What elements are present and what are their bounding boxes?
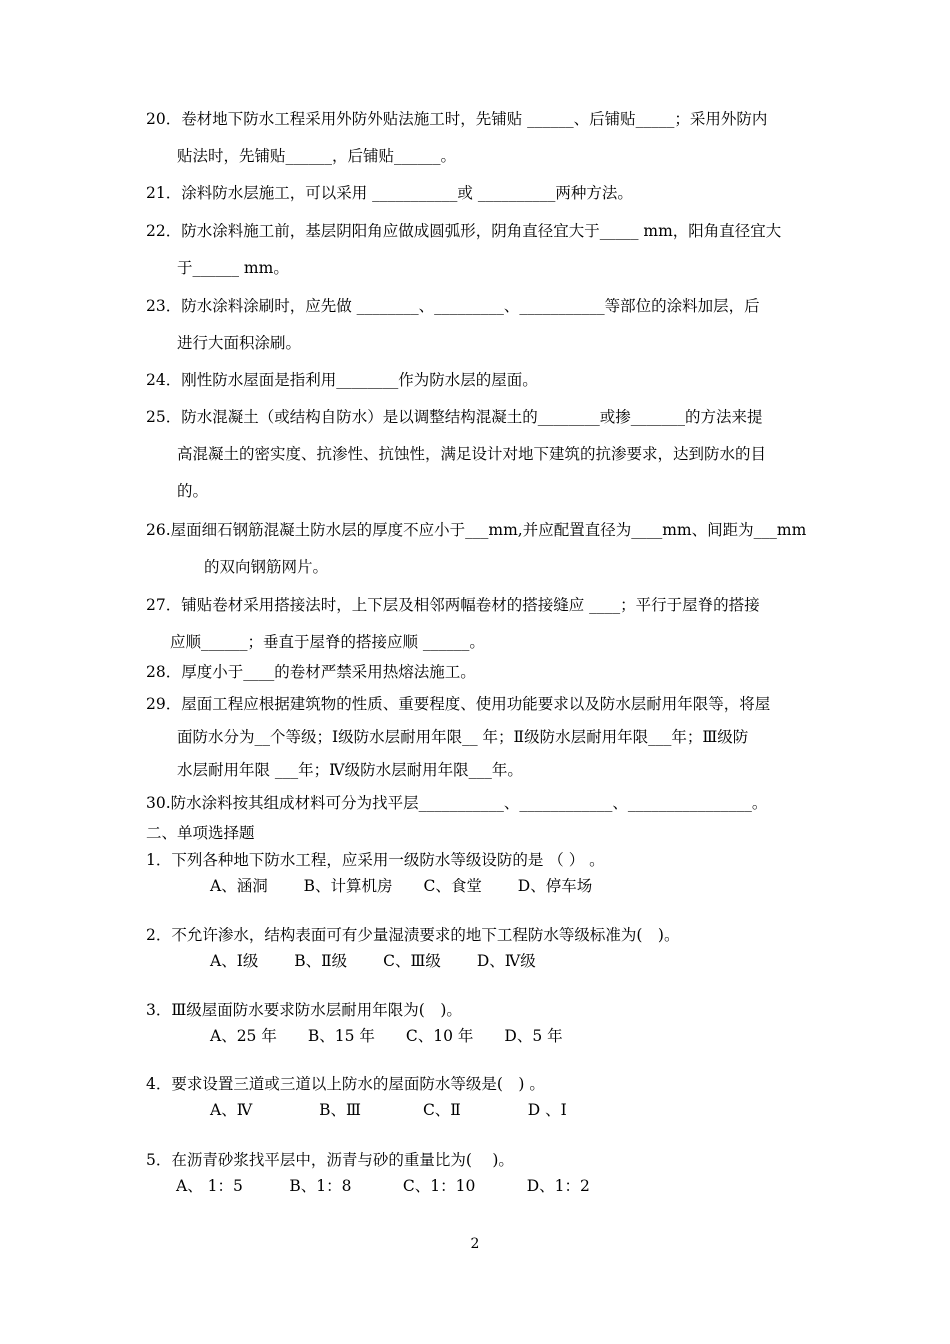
q26-line-2: 的双向钢筋网片。 [204, 558, 329, 576]
mc-question-3-options: A、25 年 B、15 年 C、10 年 D、5 年 [210, 1027, 563, 1045]
q22-line-1: 22．防水涂料施工前，基层阴阳角应做成圆弧形，阴角直径宜大于_____ mm，阳角直径宜大 [146, 222, 782, 240]
q20-line-1: 20．卷材地下防水工程采用外防外贴法施工时，先铺贴 ______、后铺贴_____；采用外防内 [146, 110, 768, 128]
mc-question-5-stem: 5．在沥青砂浆找平层中，沥青与砂的重量比为( )。 [146, 1151, 514, 1169]
q21-line-1: 21．涂料防水层施工，可以采用 ___________或 __________两种方法。 [146, 184, 633, 202]
q27-line-1: 27．铺贴卷材采用搭接法时，上下层及相邻两幅卷材的搭接缝应 ____；平行于屋脊的搭接 [146, 596, 760, 614]
q25-line-2: 高混凝土的密实度、抗渗性、抗蚀性，满足设计对地下建筑的抗渗要求，达到防水的目 [177, 445, 767, 463]
q30-line-1: 30.防水涂料按其组成材料可分为找平层___________、____________、________________。 [146, 794, 768, 812]
q29-line-3: 水层耐用年限 ___年；Ⅳ级防水层耐用年限___年。 [177, 761, 523, 779]
mc-question-3-stem: 3．Ⅲ级屋面防水要求防水层耐用年限为( )。 [146, 1001, 462, 1019]
q26-line-1: 26.屋面细石钢筋混凝土防水层的厚度不应小于___mm,并应配置直径为____mm、间距为___mm [146, 521, 807, 539]
mc-question-4-stem: 4．要求设置三道或三道以上防水的屋面防水等级是( ) 。 [146, 1075, 545, 1093]
section-two-title: 二、单项选择题 [146, 824, 255, 842]
mc-question-2-options: A、Ⅰ级 B、Ⅱ级 C、Ⅲ级 D、Ⅳ级 [210, 952, 536, 970]
mc-question-1-stem: 1．下列各种地下防水工程，应采用一级防水等级设防的是 （ ） 。 [146, 851, 605, 869]
q23-line-2: 进行大面积涂刷。 [177, 334, 302, 352]
mc-question-2-stem: 2．不允许渗水，结构表面可有少量湿渍要求的地下工程防水等级标准为( )。 [146, 926, 680, 944]
page-number: 2 [470, 1236, 480, 1252]
q29-line-2: 面防水分为__个等级；Ⅰ级防水层耐用年限__ 年；Ⅱ级防水层耐用年限___年；Ⅲ级防 [177, 728, 749, 746]
q25-line-1: 25．防水混凝土（或结构自防水）是以调整结构混凝土的________或掺_______的方法来提 [146, 408, 763, 426]
q23-line-1: 23．防水涂料涂刷时，应先做 ________、_________、___________等部位的涂料加层，后 [146, 297, 760, 315]
q29-line-1: 29．屋面工程应根据建筑物的性质、重要程度、使用功能要求以及防水层耐用年限等，将屋 [146, 695, 771, 713]
mc-question-4-options: A、Ⅳ B、Ⅲ C、Ⅱ D 、Ⅰ [210, 1101, 567, 1119]
q20-line-2: 贴法时，先铺贴______，后铺贴______。 [177, 147, 457, 165]
q28-line-1: 28．厚度小于____的卷材严禁采用热熔法施工。 [146, 663, 476, 681]
mc-question-5-options: A、 1：5 B、1：8 C、1：10 D、1：2 [176, 1177, 590, 1195]
q25-line-3: 的。 [177, 482, 209, 500]
q22-line-2: 于______ mm。 [177, 259, 289, 277]
q24-line-1: 24．刚性防水屋面是指利用________作为防水层的屋面。 [146, 371, 538, 389]
q27-line-2: 应顺______；垂直于屋脊的搭接应顺 ______。 [170, 633, 485, 651]
mc-question-1-options: A、涵洞 B、计算机房 C、食堂 D、停车场 [210, 877, 593, 895]
